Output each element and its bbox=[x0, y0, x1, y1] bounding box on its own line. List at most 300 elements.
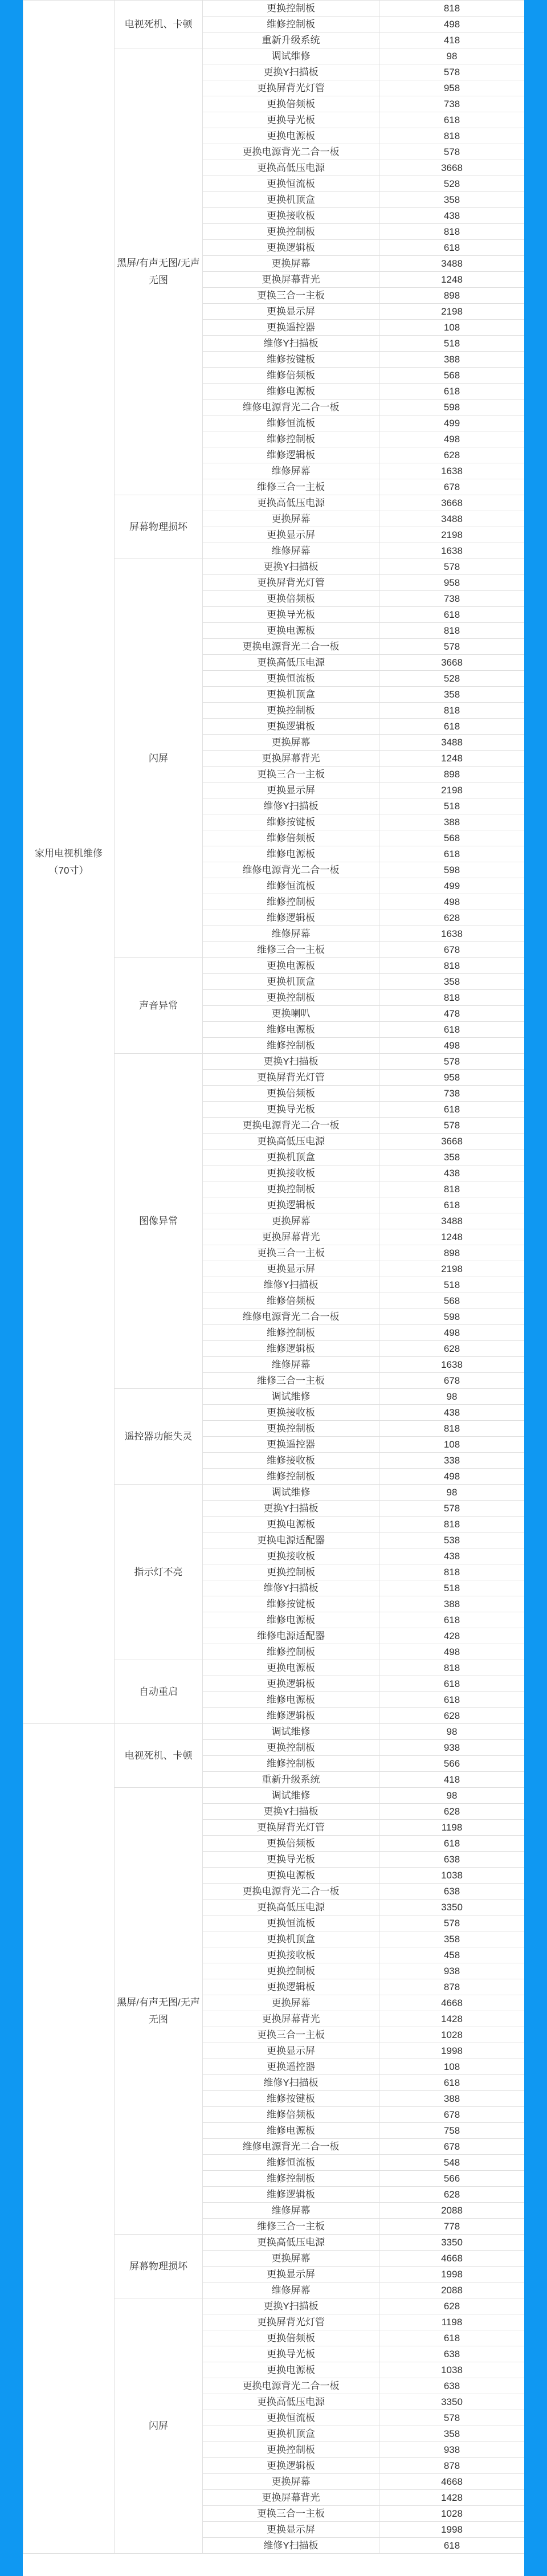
service-cell: 维修接收板 bbox=[203, 1453, 379, 1469]
price-cell: 598 bbox=[379, 1309, 525, 1325]
service-cell: 维修三合一主板 bbox=[203, 942, 379, 958]
service-cell: 维修电源板 bbox=[203, 384, 379, 400]
service-cell: 维修三合一主板 bbox=[203, 1373, 379, 1389]
service-cell: 更换接收板 bbox=[203, 1947, 379, 1963]
price-cell: 818 bbox=[379, 1421, 525, 1437]
service-cell: 更换接收板 bbox=[203, 1165, 379, 1181]
table-row bbox=[23, 1, 525, 17]
price-cell: 438 bbox=[379, 1548, 525, 1564]
price-cell: 898 bbox=[379, 288, 525, 304]
price-cell: 98 bbox=[379, 1485, 525, 1501]
service-cell: 更换显示屏 bbox=[203, 2043, 379, 2059]
price-cell: 818 bbox=[379, 703, 525, 719]
price-cell: 428 bbox=[379, 1628, 525, 1644]
service-cell: 调试维修 bbox=[203, 1389, 379, 1405]
price-cell: 566 bbox=[379, 2171, 525, 2187]
service-cell: 维修控制板 bbox=[203, 1038, 379, 1054]
service-cell: 维修倍频板 bbox=[203, 368, 379, 384]
price-cell: 578 bbox=[379, 639, 525, 655]
service-cell: 更换Y扫描板 bbox=[203, 1054, 379, 1070]
price-cell: 818 bbox=[379, 1, 525, 17]
service-cell: 维修控制板 bbox=[203, 1756, 379, 1772]
symptom-cell: 图像异常 bbox=[115, 1054, 203, 1389]
service-cell: 更换机顶盒 bbox=[203, 1150, 379, 1165]
price-cell: 578 bbox=[379, 64, 525, 80]
service-cell: 更换倍频板 bbox=[203, 1836, 379, 1852]
price-cell: 638 bbox=[379, 1884, 525, 1900]
service-cell: 更换遥控器 bbox=[203, 2059, 379, 2075]
price-cell: 618 bbox=[379, 384, 525, 400]
service-cell: 更换控制板 bbox=[203, 1421, 379, 1437]
price-cell: 628 bbox=[379, 2187, 525, 2203]
price-cell: 388 bbox=[379, 1596, 525, 1612]
price-cell: 578 bbox=[379, 1501, 525, 1517]
price-cell: 638 bbox=[379, 1852, 525, 1868]
service-cell: 更换遥控器 bbox=[203, 320, 379, 336]
price-cell: 638 bbox=[379, 2346, 525, 2362]
symptom-cell: 电视死机、卡顿 bbox=[115, 1724, 203, 1788]
category-cell bbox=[23, 1724, 115, 2554]
service-cell: 维修恒流板 bbox=[203, 878, 379, 894]
service-cell: 维修控制板 bbox=[203, 894, 379, 910]
repair-price-table bbox=[23, 0, 524, 2554]
service-cell: 更换Y扫描板 bbox=[203, 559, 379, 575]
service-cell: 维修屏幕 bbox=[203, 2282, 379, 2298]
service-cell: 维修控制板 bbox=[203, 431, 379, 447]
price-cell: 2198 bbox=[379, 527, 525, 543]
service-cell: 更换显示屏 bbox=[203, 2267, 379, 2282]
price-cell: 678 bbox=[379, 479, 525, 495]
service-cell: 更换电源背光二合一板 bbox=[203, 1884, 379, 1900]
service-cell: 更换导光板 bbox=[203, 1102, 379, 1118]
price-cell: 678 bbox=[379, 1373, 525, 1389]
service-cell: 更换屏背光灯管 bbox=[203, 575, 379, 591]
price-cell: 618 bbox=[379, 2538, 525, 2554]
price-cell: 438 bbox=[379, 208, 525, 224]
price-cell: 518 bbox=[379, 1580, 525, 1596]
service-cell: 维修倍频板 bbox=[203, 830, 379, 846]
price-cell: 358 bbox=[379, 192, 525, 208]
service-cell: 更换接收板 bbox=[203, 208, 379, 224]
price-cell: 958 bbox=[379, 80, 525, 96]
price-cell: 628 bbox=[379, 2298, 525, 2314]
price-cell: 98 bbox=[379, 48, 525, 64]
price-cell: 618 bbox=[379, 1102, 525, 1118]
price-cell: 358 bbox=[379, 974, 525, 990]
price-cell: 438 bbox=[379, 1405, 525, 1421]
service-cell: 更换高低压电源 bbox=[203, 1900, 379, 1915]
symptom-cell: 遥控器功能失灵 bbox=[115, 1389, 203, 1485]
service-cell: 更换导光板 bbox=[203, 1852, 379, 1868]
symptom-cell: 自动重启 bbox=[115, 1660, 203, 1724]
service-cell: 重新升级系统 bbox=[203, 1772, 379, 1788]
price-cell: 568 bbox=[379, 368, 525, 384]
symptom-cell: 闪屏 bbox=[115, 2298, 203, 2554]
price-cell: 566 bbox=[379, 1756, 525, 1772]
price-cell: 598 bbox=[379, 400, 525, 415]
price-cell: 898 bbox=[379, 767, 525, 782]
price-cell: 938 bbox=[379, 2442, 525, 2458]
service-cell: 更换显示屏 bbox=[203, 304, 379, 320]
price-cell: 958 bbox=[379, 1070, 525, 1086]
price-cell: 1638 bbox=[379, 926, 525, 942]
price-cell: 1638 bbox=[379, 463, 525, 479]
price-cell: 618 bbox=[379, 607, 525, 623]
price-cell: 818 bbox=[379, 623, 525, 639]
service-cell: 维修电源板 bbox=[203, 2123, 379, 2139]
service-cell: 更换电源背光二合一板 bbox=[203, 144, 379, 160]
service-cell: 更换恒流板 bbox=[203, 1915, 379, 1931]
service-cell: 更换逻辑板 bbox=[203, 1979, 379, 1995]
service-cell: 更换逻辑板 bbox=[203, 1676, 379, 1692]
price-cell: 578 bbox=[379, 1915, 525, 1931]
service-cell: 更换Y扫描板 bbox=[203, 64, 379, 80]
price-cell: 678 bbox=[379, 2107, 525, 2123]
price-cell: 578 bbox=[379, 2410, 525, 2426]
service-cell: 维修Y扫描板 bbox=[203, 336, 379, 352]
price-cell: 958 bbox=[379, 575, 525, 591]
price-cell: 3488 bbox=[379, 1213, 525, 1229]
price-cell: 478 bbox=[379, 1006, 525, 1022]
service-cell: 调试维修 bbox=[203, 48, 379, 64]
price-cell: 1998 bbox=[379, 2267, 525, 2282]
service-cell: 维修电源背光二合一板 bbox=[203, 862, 379, 878]
service-cell: 维修电源板 bbox=[203, 1692, 379, 1708]
service-cell: 更换电源板 bbox=[203, 958, 379, 974]
symptom-cell: 指示灯不亮 bbox=[115, 1485, 203, 1660]
price-cell: 1028 bbox=[379, 2027, 525, 2043]
price-cell: 98 bbox=[379, 1788, 525, 1804]
service-cell: 维修按键板 bbox=[203, 1596, 379, 1612]
price-cell: 878 bbox=[379, 1979, 525, 1995]
price-cell: 738 bbox=[379, 591, 525, 607]
price-cell: 818 bbox=[379, 1517, 525, 1532]
service-cell: 更换控制板 bbox=[203, 1564, 379, 1580]
symptom-cell: 屏幕物理损坏 bbox=[115, 2235, 203, 2298]
price-cell: 498 bbox=[379, 894, 525, 910]
price-cell: 618 bbox=[379, 719, 525, 735]
service-cell: 维修电源板 bbox=[203, 846, 379, 862]
service-cell: 更换倍频板 bbox=[203, 2330, 379, 2346]
service-cell: 更换电源板 bbox=[203, 1660, 379, 1676]
symptom-cell: 声音异常 bbox=[115, 958, 203, 1054]
service-cell: 维修逻辑板 bbox=[203, 2187, 379, 2203]
price-cell: 878 bbox=[379, 2458, 525, 2474]
service-cell: 更换机顶盒 bbox=[203, 192, 379, 208]
price-cell: 3668 bbox=[379, 1134, 525, 1150]
price-cell: 1998 bbox=[379, 2043, 525, 2059]
price-cell: 3488 bbox=[379, 511, 525, 527]
service-cell: 更换逻辑板 bbox=[203, 719, 379, 735]
price-cell: 418 bbox=[379, 32, 525, 48]
service-cell: 更换显示屏 bbox=[203, 1261, 379, 1277]
service-cell: 更换高低压电源 bbox=[203, 160, 379, 176]
price-cell: 388 bbox=[379, 814, 525, 830]
price-cell: 1248 bbox=[379, 272, 525, 288]
price-cell: 538 bbox=[379, 1532, 525, 1548]
price-cell: 938 bbox=[379, 1740, 525, 1756]
service-cell: 维修电源适配器 bbox=[203, 1628, 379, 1644]
price-cell: 2088 bbox=[379, 2282, 525, 2298]
price-cell: 548 bbox=[379, 2155, 525, 2171]
price-cell: 388 bbox=[379, 2091, 525, 2107]
price-cell: 108 bbox=[379, 2059, 525, 2075]
service-cell: 维修屏幕 bbox=[203, 463, 379, 479]
price-cell: 108 bbox=[379, 320, 525, 336]
service-cell: 更换控制板 bbox=[203, 990, 379, 1006]
service-cell: 更换导光板 bbox=[203, 607, 379, 623]
service-cell: 更换恒流板 bbox=[203, 2410, 379, 2426]
service-cell: 重新升级系统 bbox=[203, 32, 379, 48]
service-cell: 维修按键板 bbox=[203, 814, 379, 830]
service-cell: 维修倍频板 bbox=[203, 2107, 379, 2123]
price-cell: 499 bbox=[379, 878, 525, 894]
service-cell: 更换控制板 bbox=[203, 1740, 379, 1756]
service-cell: 更换显示屏 bbox=[203, 782, 379, 798]
price-cell: 98 bbox=[379, 1389, 525, 1405]
service-cell: 更换屏幕 bbox=[203, 511, 379, 527]
service-cell: 维修Y扫描板 bbox=[203, 798, 379, 814]
service-cell: 维修屏幕 bbox=[203, 1357, 379, 1373]
service-cell: 维修电源背光二合一板 bbox=[203, 2139, 379, 2155]
price-cell: 628 bbox=[379, 1804, 525, 1820]
price-cell: 4668 bbox=[379, 2474, 525, 2490]
service-cell: 维修屏幕 bbox=[203, 926, 379, 942]
price-cell: 818 bbox=[379, 958, 525, 974]
service-cell: 更换三合一主板 bbox=[203, 2506, 379, 2522]
service-cell: 更换电源板 bbox=[203, 623, 379, 639]
service-cell: 更换导光板 bbox=[203, 112, 379, 128]
service-cell: 维修控制板 bbox=[203, 1469, 379, 1485]
price-cell: 2198 bbox=[379, 304, 525, 320]
price-cell: 3350 bbox=[379, 2394, 525, 2410]
price-cell: 818 bbox=[379, 224, 525, 240]
service-cell: 更换逻辑板 bbox=[203, 240, 379, 256]
service-cell: 维修逻辑板 bbox=[203, 1708, 379, 1724]
service-cell: 更换机顶盒 bbox=[203, 687, 379, 703]
price-cell: 1428 bbox=[379, 2011, 525, 2027]
price-cell: 1198 bbox=[379, 1820, 525, 1836]
price-cell: 738 bbox=[379, 1086, 525, 1102]
service-cell: 更换高低压电源 bbox=[203, 2235, 379, 2251]
service-cell: 更换屏幕背光 bbox=[203, 1229, 379, 1245]
price-cell: 638 bbox=[379, 2378, 525, 2394]
service-cell: 更换屏背光灯管 bbox=[203, 1070, 379, 1086]
price-cell: 358 bbox=[379, 687, 525, 703]
service-cell: 更换屏幕背光 bbox=[203, 2011, 379, 2027]
price-cell: 3668 bbox=[379, 495, 525, 511]
price-cell: 628 bbox=[379, 1341, 525, 1357]
price-cell: 3488 bbox=[379, 735, 525, 751]
price-cell: 98 bbox=[379, 1724, 525, 1740]
price-cell: 3668 bbox=[379, 655, 525, 671]
service-cell: 维修三合一主板 bbox=[203, 2219, 379, 2235]
service-cell: 维修恒流板 bbox=[203, 415, 379, 431]
price-cell: 818 bbox=[379, 1660, 525, 1676]
service-cell: 维修三合一主板 bbox=[203, 479, 379, 495]
price-cell: 518 bbox=[379, 798, 525, 814]
price-cell: 1638 bbox=[379, 1357, 525, 1373]
service-cell: 维修屏幕 bbox=[203, 543, 379, 559]
service-cell: 更换屏幕 bbox=[203, 735, 379, 751]
symptom-cell: 黑屏/有声无图/无声无图 bbox=[115, 48, 203, 495]
service-cell: 更换控制板 bbox=[203, 224, 379, 240]
service-cell: 更换屏幕 bbox=[203, 256, 379, 272]
service-cell: 更换三合一主板 bbox=[203, 767, 379, 782]
service-cell: 更换高低压电源 bbox=[203, 1134, 379, 1150]
service-cell: 更换高低压电源 bbox=[203, 2394, 379, 2410]
service-cell: 更换电源背光二合一板 bbox=[203, 2378, 379, 2394]
price-cell: 1028 bbox=[379, 2506, 525, 2522]
service-cell: 更换控制板 bbox=[203, 1963, 379, 1979]
price-cell: 618 bbox=[379, 112, 525, 128]
price-cell: 498 bbox=[379, 431, 525, 447]
price-list-page bbox=[23, 0, 524, 2576]
price-cell: 818 bbox=[379, 128, 525, 144]
service-cell: 维修电源板 bbox=[203, 1612, 379, 1628]
price-cell: 818 bbox=[379, 1181, 525, 1197]
service-cell: 调试维修 bbox=[203, 1724, 379, 1740]
price-cell: 818 bbox=[379, 990, 525, 1006]
service-cell: 维修控制板 bbox=[203, 1325, 379, 1341]
price-cell: 2088 bbox=[379, 2203, 525, 2219]
price-cell: 1638 bbox=[379, 543, 525, 559]
price-cell: 4668 bbox=[379, 2251, 525, 2267]
service-cell: 更换电源板 bbox=[203, 2362, 379, 2378]
service-cell: 更换屏幕背光 bbox=[203, 272, 379, 288]
price-cell: 578 bbox=[379, 1118, 525, 1134]
service-cell: 更换机顶盒 bbox=[203, 1931, 379, 1947]
price-cell: 498 bbox=[379, 1038, 525, 1054]
service-cell: 更换控制板 bbox=[203, 703, 379, 719]
service-cell: 维修控制板 bbox=[203, 1644, 379, 1660]
table-row bbox=[23, 1724, 525, 1740]
service-cell: 更换喇叭 bbox=[203, 1006, 379, 1022]
service-cell: 更换接收板 bbox=[203, 1548, 379, 1564]
service-cell: 更换屏幕背光 bbox=[203, 2490, 379, 2506]
service-cell: 更换三合一主板 bbox=[203, 1245, 379, 1261]
service-cell: 更换控制板 bbox=[203, 2442, 379, 2458]
price-cell: 578 bbox=[379, 559, 525, 575]
price-cell: 618 bbox=[379, 1612, 525, 1628]
service-cell: 更换屏幕 bbox=[203, 2474, 379, 2490]
price-cell: 1248 bbox=[379, 751, 525, 767]
service-cell: 更换Y扫描板 bbox=[203, 2298, 379, 2314]
service-cell: 维修电源板 bbox=[203, 1022, 379, 1038]
price-cell: 358 bbox=[379, 1931, 525, 1947]
price-cell: 528 bbox=[379, 671, 525, 687]
service-cell: 维修控制板 bbox=[203, 17, 379, 32]
price-cell: 618 bbox=[379, 240, 525, 256]
price-cell: 3350 bbox=[379, 2235, 525, 2251]
service-cell: 更换电源板 bbox=[203, 128, 379, 144]
price-cell: 818 bbox=[379, 1564, 525, 1580]
service-cell: 维修屏幕 bbox=[203, 2203, 379, 2219]
price-cell: 498 bbox=[379, 1644, 525, 1660]
price-cell: 578 bbox=[379, 144, 525, 160]
price-cell: 628 bbox=[379, 447, 525, 463]
service-cell: 更换屏幕 bbox=[203, 2251, 379, 2267]
service-cell: 更换机顶盒 bbox=[203, 974, 379, 990]
price-cell: 498 bbox=[379, 1325, 525, 1341]
price-cell: 618 bbox=[379, 1197, 525, 1213]
service-cell: 更换机顶盒 bbox=[203, 2426, 379, 2442]
service-cell: 更换显示屏 bbox=[203, 2522, 379, 2538]
category-cell: 家用电视机维修（70寸） bbox=[23, 1, 115, 1724]
service-cell: 更换倍频板 bbox=[203, 96, 379, 112]
price-cell: 618 bbox=[379, 1022, 525, 1038]
service-cell: 更换电源背光二合一板 bbox=[203, 1118, 379, 1134]
service-cell: 调试维修 bbox=[203, 1485, 379, 1501]
price-cell: 358 bbox=[379, 2426, 525, 2442]
service-cell: 维修Y扫描板 bbox=[203, 1580, 379, 1596]
service-cell: 更换屏背光灯管 bbox=[203, 2314, 379, 2330]
price-cell: 458 bbox=[379, 1947, 525, 1963]
service-cell: 更换屏幕背光 bbox=[203, 751, 379, 767]
service-cell: 更换Y扫描板 bbox=[203, 1804, 379, 1820]
service-cell: 维修按键板 bbox=[203, 352, 379, 368]
service-cell: 更换屏幕 bbox=[203, 1995, 379, 2011]
price-cell: 778 bbox=[379, 2219, 525, 2235]
price-cell: 898 bbox=[379, 1245, 525, 1261]
price-cell: 358 bbox=[379, 1150, 525, 1165]
symptom-cell: 闪屏 bbox=[115, 559, 203, 958]
price-cell: 618 bbox=[379, 1676, 525, 1692]
service-cell: 调试维修 bbox=[203, 1788, 379, 1804]
price-cell: 618 bbox=[379, 1836, 525, 1852]
price-cell: 1998 bbox=[379, 2522, 525, 2538]
service-cell: 更换导光板 bbox=[203, 2346, 379, 2362]
price-cell: 738 bbox=[379, 96, 525, 112]
symptom-cell: 屏幕物理损坏 bbox=[115, 495, 203, 559]
service-cell: 更换逻辑板 bbox=[203, 1197, 379, 1213]
price-cell: 2198 bbox=[379, 782, 525, 798]
price-cell: 498 bbox=[379, 1469, 525, 1485]
service-cell: 更换遥控器 bbox=[203, 1437, 379, 1453]
symptom-cell: 电视死机、卡顿 bbox=[115, 1, 203, 48]
service-cell: 更换三合一主板 bbox=[203, 2027, 379, 2043]
price-cell: 1428 bbox=[379, 2490, 525, 2506]
price-cell: 388 bbox=[379, 352, 525, 368]
service-cell: 更换Y扫描板 bbox=[203, 1501, 379, 1517]
service-cell: 维修Y扫描板 bbox=[203, 2538, 379, 2554]
price-cell: 618 bbox=[379, 846, 525, 862]
service-cell: 维修电源背光二合一板 bbox=[203, 1309, 379, 1325]
service-cell: 更换电源适配器 bbox=[203, 1532, 379, 1548]
service-cell: 更换显示屏 bbox=[203, 527, 379, 543]
service-cell: 更换倍频板 bbox=[203, 591, 379, 607]
symptom-cell: 黑屏/有声无图/无声无图 bbox=[115, 1788, 203, 2235]
price-cell: 1038 bbox=[379, 2362, 525, 2378]
price-cell: 1248 bbox=[379, 1229, 525, 1245]
price-cell: 3488 bbox=[379, 256, 525, 272]
price-cell: 4668 bbox=[379, 1995, 525, 2011]
service-cell: 维修倍频板 bbox=[203, 1293, 379, 1309]
service-cell: 维修电源背光二合一板 bbox=[203, 400, 379, 415]
price-cell: 2198 bbox=[379, 1261, 525, 1277]
price-cell: 598 bbox=[379, 862, 525, 878]
service-cell: 维修Y扫描板 bbox=[203, 1277, 379, 1293]
service-cell: 更换高低压电源 bbox=[203, 495, 379, 511]
price-cell: 628 bbox=[379, 910, 525, 926]
price-cell: 518 bbox=[379, 1277, 525, 1293]
price-cell: 578 bbox=[379, 1054, 525, 1070]
price-cell: 499 bbox=[379, 415, 525, 431]
service-cell: 更换恒流板 bbox=[203, 176, 379, 192]
service-cell: 更换控制板 bbox=[203, 1, 379, 17]
price-cell: 418 bbox=[379, 1772, 525, 1788]
service-cell: 更换屏背光灯管 bbox=[203, 1820, 379, 1836]
